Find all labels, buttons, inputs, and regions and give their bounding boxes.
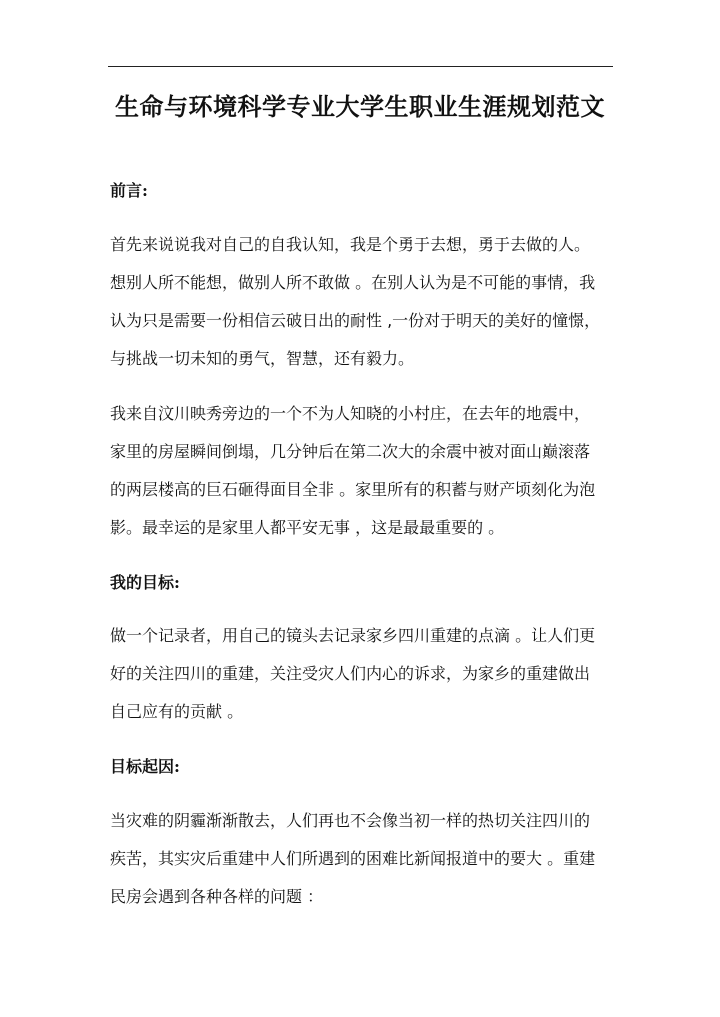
paragraph-line: 疾苦，其实灾后重建中人们所遇到的困难比新闻报道中的要大 。重建: [110, 849, 596, 868]
paragraph-line: 当灾难的阴霾渐渐散去，人们再也不会像当初一样的热切关注四川的: [110, 811, 591, 830]
paragraph-line: 我来自汶川映秀旁边的一个不为人知晓的小村庄，在去年的地震中，: [110, 404, 591, 423]
paragraph-line: 家里的房屋瞬间倒塌，几分钟后在第二次大的余震中被对面山巅滚落: [110, 442, 591, 461]
section-heading-cause: 目标起因:: [110, 757, 180, 776]
section-heading-preface: 前言:: [110, 181, 148, 200]
paragraph-line: 的两层楼高的巨石砸得面目全非 。家里所有的积蓄与财产顷刻化为泡: [110, 480, 596, 499]
paragraph-line: 首先来说说我对自己的自我认知，我是个勇于去想，勇于去做的人。: [110, 235, 591, 254]
paragraph-line: 自己应有的贡献 。: [110, 702, 244, 721]
paragraph-line: 想别人所不能想，做别人所不敢做 。在别人认为是不可能的事情，我: [110, 273, 596, 292]
paragraph-line: 与挑战一切未知的勇气，智慧，还有毅力。: [110, 349, 415, 368]
paragraph-line: 影。最幸运的是家里人都平安无事 ，这是最最重要的 。: [110, 518, 505, 537]
paragraph-line: 好的关注四川的重建，关注受灾人们内心的诉求，为家乡的重建做出: [110, 664, 591, 683]
paragraph-line: 认为只是需要一份相信云破日出的耐性 ,一份对于明天的美好的憧憬，: [110, 311, 601, 330]
section-heading-goal: 我的目标:: [110, 573, 180, 592]
paragraph-line: 民房会遇到各种各样的问题 ：: [110, 887, 324, 906]
document-title: 生命与环境科学专业大学生职业生涯规划范文: [115, 92, 605, 121]
header-rule: [108, 66, 613, 67]
paragraph-line: 做一个记录者，用自己的镜头去记录家乡四川重建的点滴 。让人们更: [110, 626, 596, 645]
